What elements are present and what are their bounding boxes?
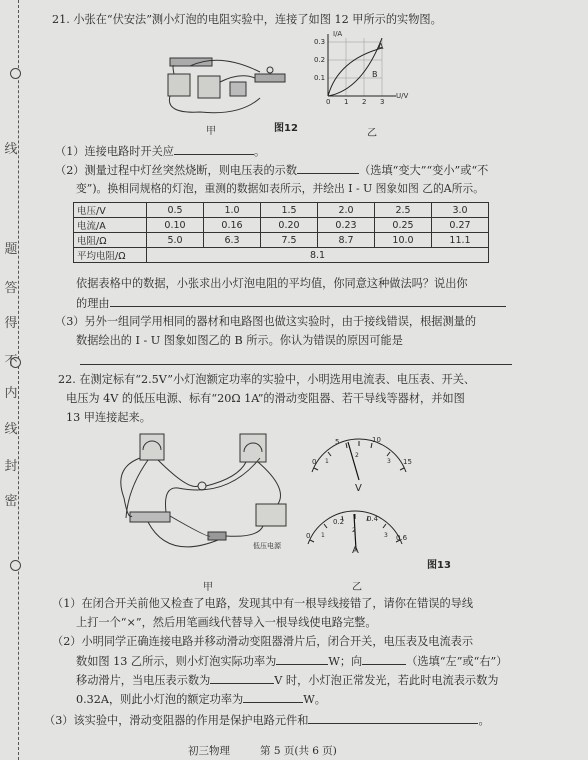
q21-part2-line2: 变”)。换相同规格的灯泡，重测的数据如表所示，并绘出 I - U 图象如图 乙的A所示。	[76, 182, 484, 195]
binding-hole-icon	[10, 560, 21, 571]
table-cell: 5.0	[147, 233, 204, 248]
q21-part2-line4: 的理由	[76, 295, 506, 311]
low-voltage-power-icon	[256, 504, 286, 526]
table-avg-value: 8.1	[147, 248, 489, 263]
bulb-icon	[267, 67, 273, 73]
graph-y-unit: I/A	[333, 30, 343, 38]
table-row	[74, 203, 489, 218]
footer-page-number: 第 5 页(共 6 页)	[260, 745, 337, 757]
table-cell: 0.5	[147, 203, 204, 218]
graph-curve-a-label: A	[378, 42, 384, 51]
q21-data-table	[73, 202, 489, 263]
margin-char: 得	[4, 316, 18, 331]
ammeter-tick: 0.4	[367, 515, 379, 523]
q21-answer-line	[80, 364, 512, 365]
table-cell: 7.5	[261, 233, 318, 248]
ammeter-small-tick: 1	[321, 532, 325, 539]
table-cell: 0.25	[375, 218, 432, 233]
voltmeter-icon	[198, 76, 220, 98]
power-supply-label: 低压电源	[253, 542, 281, 550]
table-cell: 11.1	[432, 233, 489, 248]
q21-part2-line1: （2）测量过程中灯丝突然烧断，则电压表的示数 （选填“变大”“变小”或“不	[55, 164, 489, 177]
table-cell: 6.3	[204, 233, 261, 248]
q21-part1: （1）连接电路时开关应 。	[55, 145, 266, 158]
table-cell: 0.23	[318, 218, 375, 233]
table-cell: 2.5	[375, 203, 432, 218]
ammeter-icon	[168, 74, 190, 96]
table-row-label: 电流/A	[74, 218, 147, 233]
table-cell: 2.0	[318, 203, 375, 218]
graph-y-tick: 0.3	[314, 38, 326, 46]
ammeter-small-tick: 3	[384, 532, 388, 539]
q22-part2-line4: 0.32A，则此小灯泡的额定功率为 W。	[76, 693, 326, 706]
graph-x-tick: 2	[362, 98, 367, 106]
rheostat-icon	[170, 58, 212, 66]
table-cell: 0.10	[147, 218, 204, 233]
voltmeter-tick: 15	[403, 458, 412, 466]
q22-part3: （3）该实验中，滑动变阻器的作用是保护电路元件和 。	[44, 714, 490, 727]
q22-part1-line2: 上打一个“×”，然后用笔画线代替导入一根导线使电路完整。	[76, 616, 377, 629]
table-row	[74, 233, 489, 248]
margin-char: 答	[4, 281, 18, 296]
q22-part2-line3: 移动滑片，当电压表示数为 V 时，小灯泡正常发光，若此时电流表示数为	[76, 674, 499, 687]
q21-part2-line3: 依据表格中的数据，小张求出小灯泡电阻的平均值，你同意这种做法吗？说出你	[76, 277, 468, 290]
ammeter-small-tick: 2	[352, 527, 356, 534]
q21-part3-line1: （3）另外一组同学用相同的器材和电路图也做这实验时，由于接线错误，根据测量的	[55, 315, 477, 328]
graph-y-tick: 0.1	[314, 74, 326, 82]
q22-part2-line1: （2）小明同学正确连接电路并移动滑动变阻器滑片后，闭合开关，电压表及电流表示	[52, 635, 474, 648]
table-cell: 3.0	[432, 203, 489, 218]
fig13-caption: 图13	[427, 560, 451, 571]
table-cell: 0.27	[432, 218, 489, 233]
binding-line	[18, 0, 19, 760]
q22-part2-line2: 数如图 13 乙所示，则小灯泡实际功率为 W；向 （选填“左”或“右”）	[76, 655, 508, 668]
graph-curve-b-label: B	[372, 70, 378, 79]
voltmeter-tick: 10	[372, 436, 381, 444]
fig13-right-label: 乙	[352, 582, 362, 593]
table-cell: 10.0	[375, 233, 432, 248]
fig12-caption: 图12	[274, 123, 298, 134]
q22-stem-line2: 电压为 4V 的低压电源、标有“20Ω 1A”的滑动变阻器、若干导线等器材，并如图	[66, 392, 465, 405]
fig12-left-label: 甲	[206, 126, 216, 137]
table-row-label: 电阻/Ω	[74, 233, 147, 248]
voltmeter-unit: V	[355, 483, 362, 494]
ammeter-tick: 0.2	[333, 518, 345, 526]
footer-subject: 初三物理	[188, 745, 230, 757]
margin-char: 不	[4, 354, 18, 369]
q22-stem-line1: 22. 在测定标有“2.5V”小灯泡额定功率的实验中，小明选用电流表、电压表、开关、	[58, 373, 476, 386]
table-cell: 0.16	[204, 218, 261, 233]
battery-icon	[230, 82, 246, 96]
graph-x-tick: 0	[326, 98, 331, 106]
table-row-label: 电压/V	[74, 203, 147, 218]
voltmeter-needle	[348, 442, 359, 480]
voltmeter-icon	[240, 434, 266, 462]
margin-char: 线	[4, 422, 18, 437]
table-cell: 1.5	[261, 203, 318, 218]
fig12-right-label: 乙	[367, 128, 377, 139]
voltmeter-small-tick: 3	[387, 458, 391, 465]
ammeter-tick: 0.6	[396, 534, 408, 542]
voltmeter-small-tick: 1	[325, 458, 329, 465]
voltmeter-dial	[306, 432, 414, 482]
ammeter-tick: 0	[306, 532, 311, 540]
voltmeter-tick: 5	[335, 438, 340, 446]
q21-stem: 21. 小张在“伏安法”测小灯泡的电阻实验中，连接了如图 12 甲所示的实物图。	[52, 13, 442, 26]
q21-part3-line2: 数据绘出的 I - U 图象如图乙的 B 所示。你认为错误的原因可能是	[76, 334, 403, 347]
graph-x-unit: U/V	[396, 92, 409, 100]
table-avg-label: 平均电阻/Ω	[74, 248, 147, 263]
binding-hole-icon	[10, 68, 21, 79]
q22-stem-line3: 13 甲连接起来。	[66, 411, 151, 424]
table-cell: 0.20	[261, 218, 318, 233]
margin-char: 线	[4, 142, 18, 157]
margin-char: 题	[4, 242, 18, 257]
margin-char: 密	[4, 494, 18, 509]
table-cell: 1.0	[204, 203, 261, 218]
margin-char: 内	[4, 386, 18, 401]
graph-y-tick: 0.2	[314, 56, 326, 64]
voltmeter-small-tick: 2	[355, 452, 359, 459]
graph-x-tick: 1	[344, 98, 349, 106]
switch-icon	[208, 532, 226, 540]
ammeter-unit: A	[352, 545, 359, 556]
graph-x-tick: 3	[380, 98, 385, 106]
fig12-circuit-diagram	[160, 52, 300, 120]
table-cell: 8.7	[318, 233, 375, 248]
margin-char: 封	[4, 459, 18, 474]
q22-part1-line1: （1）在闭合开关前他又检查了电路，发现其中有一根导线接错了，请你在错误的导线	[52, 597, 474, 610]
switch-icon	[255, 74, 285, 82]
voltmeter-tick: 0	[312, 458, 317, 466]
bulb-icon	[198, 482, 206, 490]
table-row	[74, 248, 489, 263]
table-row	[74, 218, 489, 233]
fig13-left-label: 甲	[203, 582, 213, 593]
rheostat-icon	[130, 512, 170, 522]
